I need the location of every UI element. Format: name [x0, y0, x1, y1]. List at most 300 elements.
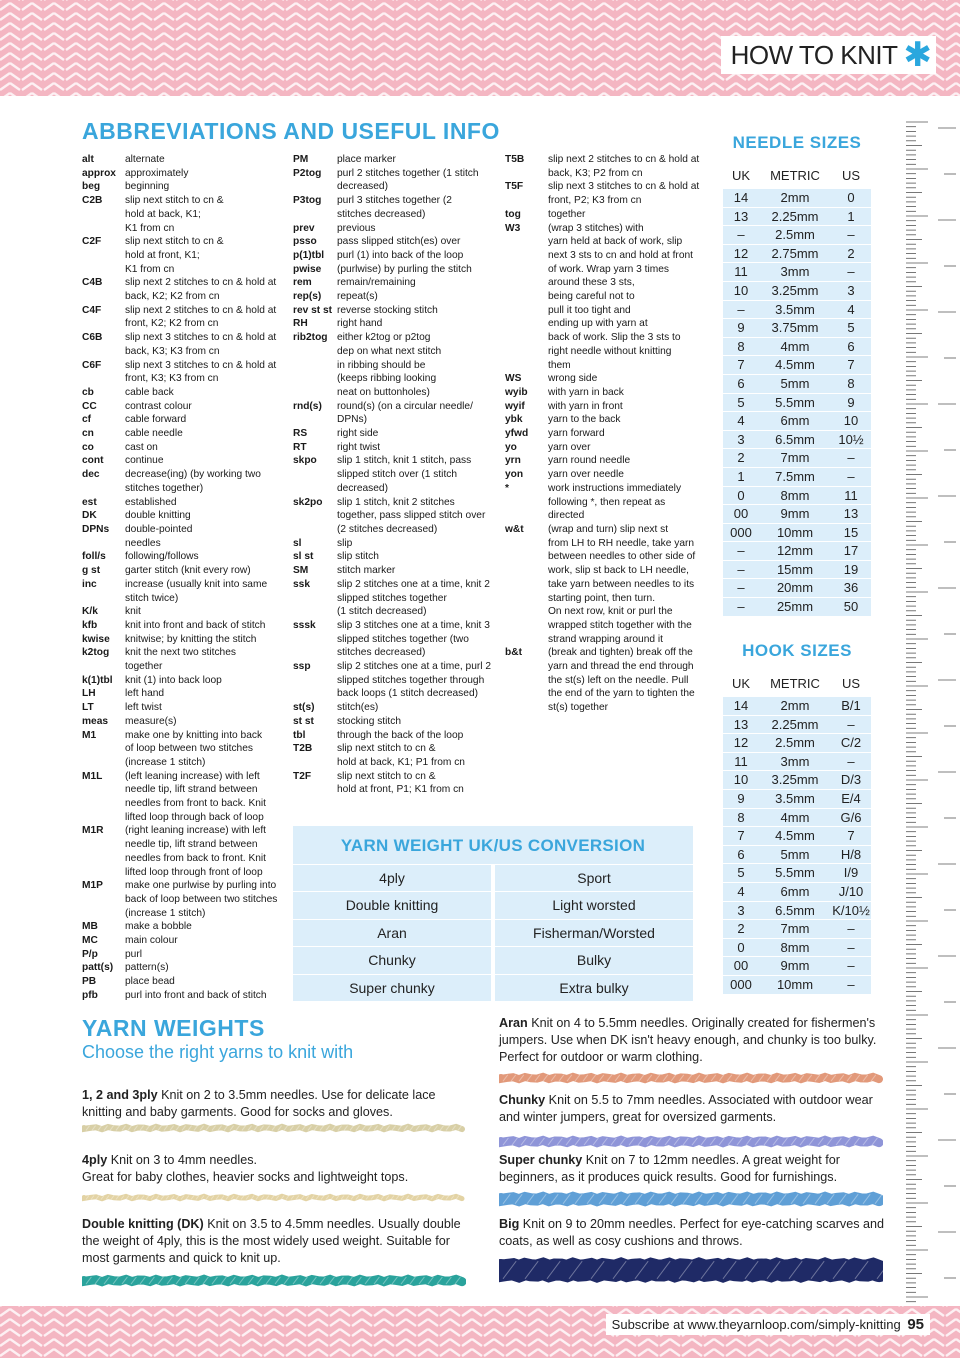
us-weight: Sport: [491, 865, 693, 891]
abbreviation-term: C4B: [82, 277, 103, 289]
abbreviation-definition: slip next 3 stitches to cn & hold at front, P2; K3 from cn: [548, 181, 700, 207]
metric-size: 20mm: [776, 580, 814, 596]
us-size: –: [847, 976, 855, 992]
yarn-weight-description: [499, 1216, 895, 1250]
us-size: –: [847, 958, 855, 974]
abbreviation-term: LH: [82, 688, 96, 700]
abbreviation-term: C2F: [82, 236, 102, 248]
abbreviation-row: [293, 194, 493, 221]
us-size: H/8: [840, 846, 862, 862]
abbreviation-definition: slip next 2 stitches to cn & hold at back, K2; K2 from cn: [125, 277, 277, 303]
yarn-conversion-rows: [293, 864, 693, 1001]
hook-size-row: [723, 938, 871, 957]
abbreviation-term: PM: [293, 154, 309, 165]
metric-size: 9mm: [780, 958, 810, 974]
abbreviation-row: [505, 180, 705, 207]
header-uk: UK: [731, 168, 751, 183]
needle-size-row: [723, 578, 871, 597]
hook-size-row: [723, 715, 871, 734]
us-size: 36: [843, 580, 859, 596]
needle-size-row: [723, 448, 871, 467]
us-size: 17: [843, 543, 859, 559]
abbreviation-row: [293, 427, 493, 441]
abbreviation-term: PB: [82, 976, 97, 988]
metric-size: 10mm: [776, 976, 814, 992]
uk-size: 14: [733, 190, 749, 205]
metric-size: 2.5mm: [775, 735, 815, 751]
metric-size: 6mm: [780, 883, 810, 899]
abbreviation-row: [293, 290, 493, 304]
metric-size: 2.25mm: [771, 716, 819, 732]
abbreviation-row: [82, 701, 282, 715]
header-metric: METRIC: [770, 676, 820, 691]
abbreviation-row: [82, 276, 282, 303]
abbreviation-row: [505, 413, 705, 427]
us-size: K/10½: [832, 902, 870, 918]
uk-size: 00: [733, 506, 749, 522]
needle-size-row: [723, 393, 871, 412]
abbreviation-definition: slip next 2 stitches to cn & hold at back, K3; P2 from cn: [548, 154, 700, 179]
abbreviation-row: [82, 454, 282, 468]
abbreviation-term: wyib: [505, 386, 528, 398]
abbreviation-row: [293, 235, 493, 249]
abbreviation-term: co: [82, 441, 94, 453]
abbreviation-definition: slip: [337, 537, 353, 549]
uk-size: 3: [737, 431, 745, 447]
abbreviation-term: yrn: [505, 455, 521, 467]
abbreviation-term: wyif: [505, 400, 525, 412]
uk-weight: Double knitting: [345, 897, 439, 914]
yarn-swatch: [499, 1255, 883, 1285]
header-metric: METRIC: [770, 168, 820, 183]
needle-size-row: [723, 300, 871, 319]
abbreviation-term: K/k: [82, 606, 98, 618]
metric-size: 6.5mm: [775, 902, 815, 918]
us-size: 10½: [838, 431, 864, 447]
uk-size: 5: [737, 394, 745, 410]
abbreviation-row: [505, 523, 705, 646]
abbreviation-definition: right hand: [337, 318, 383, 330]
abbreviation-term: g st: [82, 565, 101, 577]
us-size: E/4: [841, 790, 861, 806]
abbreviation-row: [293, 263, 493, 277]
abbreviation-term: k2tog: [82, 647, 110, 659]
abbreviation-term: rem: [293, 277, 312, 289]
conversion-row: [293, 891, 693, 918]
footer-tag: [606, 1314, 930, 1335]
abbreviation-definition: purl (1) into back of the loop: [337, 249, 464, 261]
abbreviation-definition: slip 1 stitch, knit 2 stitches together, pass slipped stitch over (2 stitches decreased): [337, 496, 486, 535]
uk-size: 000: [730, 524, 752, 540]
uk-size: 12: [733, 245, 749, 261]
needle-sizes-rows: [723, 188, 871, 616]
abbreviation-row: [82, 550, 282, 564]
subscribe-link[interactable]: Subscribe at www.theyarnloop.com/simply-knitting: [611, 1317, 901, 1332]
abbreviation-definition: place bead: [125, 976, 175, 988]
abbreviation-definition: slip next 2 stitches to cn & hold at front, K2; K2 from cn: [125, 304, 277, 330]
abbreviation-row: [293, 222, 493, 236]
abbreviation-definition: purl: [125, 948, 142, 960]
abbreviation-definition: yarn to the back: [548, 414, 621, 426]
metric-size: 3.25mm: [771, 772, 819, 788]
abbreviation-row: [505, 468, 705, 482]
yarn-weight-description: [82, 1216, 478, 1267]
abbreviation-term: RS: [293, 428, 308, 440]
us-size: 1: [847, 208, 855, 224]
abbreviation-definition: right side: [337, 428, 379, 440]
abbreviation-row: [505, 208, 705, 222]
hook-size-row: [723, 956, 871, 975]
abbreviations-heading: ABBREVIATIONS AND USEFUL INFO: [82, 118, 500, 144]
abbreviation-term: cn: [82, 428, 94, 440]
abbreviation-definition: repeat(s): [337, 291, 378, 303]
abbreviation-row: [293, 167, 493, 194]
abbreviation-row: [505, 441, 705, 455]
yarn-swatch: [499, 1070, 883, 1086]
us-size: –: [847, 227, 855, 243]
yarn-weight-name: 4ply: [82, 1153, 108, 1167]
abbreviation-definition: established: [125, 496, 177, 508]
abbreviation-definition: slip next 3 stitches to cn & hold at front, K3; K3 from cn: [125, 359, 277, 385]
yarn-weight-name: Super chunky: [499, 1153, 583, 1167]
abbreviation-definition: through the back of the loop: [337, 729, 464, 741]
abbreviation-term: RT: [293, 441, 307, 453]
abbreviation-row: [82, 153, 282, 167]
abbreviation-row: [82, 400, 282, 414]
abbreviation-definition: beginning: [125, 181, 170, 193]
abbreviation-term: sl st: [293, 551, 314, 563]
abbreviation-definition: following/follows: [125, 551, 199, 563]
yarn-weight-name: Double knitting (DK): [82, 1217, 204, 1231]
us-size: B/1: [841, 698, 861, 713]
abbreviation-row: [82, 468, 282, 495]
us-size: 8: [847, 375, 855, 391]
abbreviation-definition: knit: [125, 606, 141, 618]
needle-size-row: [723, 188, 871, 207]
uk-size: 0: [737, 939, 745, 955]
metric-size: 5.5mm: [775, 394, 815, 410]
abbreviation-definition: knitwise; by knitting the stitch: [125, 633, 257, 645]
uk-size: –: [737, 599, 745, 615]
abbreviation-term: w&t: [505, 523, 524, 535]
us-weight: Light worsted: [491, 892, 693, 918]
abbreviation-definition: approximately: [125, 167, 189, 179]
metric-size: 7mm: [780, 921, 810, 937]
yarn-weight-text: Knit on 3 to 4mm needles. Great for baby clothes, heavier socks and lightweight tops.: [82, 1153, 409, 1184]
abbreviation-definition: (purlwise) by purling the stitch: [337, 263, 472, 275]
conversion-row: [293, 864, 693, 891]
abbreviation-definition: remain/remaining: [337, 277, 416, 289]
abbreviation-term: k(1)tbl: [82, 674, 113, 686]
abbreviation-definition: alternate: [125, 154, 165, 165]
needle-size-row: [723, 207, 871, 226]
abbreviation-definition: stitch marker: [337, 565, 396, 577]
abbreviation-row: [82, 687, 282, 701]
abbreviation-definition: knit (1) into back loop: [125, 674, 222, 686]
abbreviation-definition: right twist: [337, 441, 381, 453]
needle-size-row: [723, 541, 871, 560]
abbreviation-term: rev st st: [293, 304, 333, 316]
us-size: 19: [843, 561, 859, 577]
abbreviation-row: [293, 742, 493, 769]
abbreviation-row: [505, 153, 705, 180]
abbreviations-column-3: [505, 153, 705, 715]
abbreviations-column-2: [293, 153, 493, 797]
uk-size: 2: [737, 921, 745, 937]
uk-size: 11: [734, 753, 748, 769]
uk-weight: Super chunky: [349, 979, 435, 996]
yarn-weight-description: [82, 1087, 478, 1121]
abbreviation-definition: knit the next two stitches together: [125, 647, 236, 673]
abbreviation-term: DPNs: [82, 523, 110, 535]
metric-size: 5.5mm: [775, 865, 815, 881]
abbreviation-definition: slip 2 stitches one at a time, knit 2 slipped stitches together (1 stitch decreased): [337, 578, 490, 618]
yarn-weight-name: Aran: [499, 1016, 528, 1030]
abbreviation-row: [293, 304, 493, 318]
abbreviation-definition: cable forward: [125, 414, 187, 426]
metric-size: 8mm: [780, 939, 810, 955]
yarn-weight-description: [499, 1015, 895, 1066]
uk-size: 14: [733, 698, 749, 713]
abbreviation-term: T5F: [505, 181, 524, 193]
abbreviation-row: [82, 194, 282, 235]
abbreviation-row: [82, 619, 282, 633]
metric-size: 9mm: [780, 506, 810, 522]
abbreviation-definition: increase (usually knit into same stitch twice): [125, 578, 268, 604]
yarn-weight-text: Knit on 3.5 to 4.5mm needles. Usually double the weight of 4ply, this is the most widely used weight. Suitable for most garments and quick to knit up.: [82, 1217, 461, 1265]
yarn-conversion-title: YARN WEIGHT UK/US CONVERSION: [340, 836, 646, 855]
abbreviation-term: CC: [82, 400, 97, 412]
yarn-swatch: [82, 1191, 466, 1204]
measuring-ruler: [902, 118, 960, 1306]
abbreviation-term: kwise: [82, 633, 110, 645]
abbreviation-definition: round(s) (on a circular needle/ DPNs): [337, 400, 473, 426]
abbreviation-row: [293, 550, 493, 564]
us-size: –: [847, 939, 855, 955]
abbreviation-row: [82, 413, 282, 427]
abbreviation-definition: cable needle: [125, 428, 183, 440]
metric-size: 4.5mm: [775, 357, 815, 373]
abbreviation-definition: slip 1 stitch, knit 1 stitch, pass slipped stitch over (1 stitch decreased): [337, 455, 472, 494]
abbreviation-term: rib2tog: [293, 332, 328, 344]
yarn-swatch: [499, 1189, 883, 1209]
abbreviation-row: [82, 879, 282, 920]
abbreviation-row: [293, 496, 493, 537]
abbreviation-definition: slip 3 stitches one at a time, knit 3 slipped stitches together (two stitches decreased): [337, 619, 490, 659]
abbreviation-term: pwise: [293, 263, 322, 275]
needle-size-row: [723, 467, 871, 486]
abbreviation-term: MC: [82, 935, 98, 947]
abbreviation-term: T5B: [505, 154, 525, 165]
metric-size: 8mm: [780, 487, 810, 503]
abbreviation-definition: measure(s): [125, 715, 177, 727]
abbreviation-row: [293, 770, 493, 797]
abbreviation-term: DK: [82, 510, 97, 522]
uk-size: 8: [737, 338, 745, 354]
needle-size-row: [723, 430, 871, 449]
abbreviation-row: [82, 427, 282, 441]
uk-size: 13: [733, 208, 749, 224]
uk-weight: Chunky: [368, 952, 416, 969]
abbreviation-term: yo: [505, 441, 517, 453]
abbreviation-definition: slip next stitch to cn & hold at front, K1; K1 from cn: [125, 236, 224, 275]
us-size: 50: [843, 599, 859, 615]
uk-size: 0: [737, 487, 745, 503]
yarn-conversion-table: [293, 826, 693, 1001]
abbreviation-row: [82, 304, 282, 331]
metric-size: 3.5mm: [775, 790, 815, 806]
uk-size: 13: [733, 716, 749, 732]
header-us: US: [841, 168, 861, 183]
abbreviation-row: [505, 222, 705, 373]
abbreviation-definition: slip next stitch to cn & hold at front, P1; K1 from cn: [337, 770, 464, 796]
abbreviation-definition: purl 3 stitches together (2 stitches decreased): [337, 195, 452, 220]
abbreviation-row: [82, 386, 282, 400]
abbreviation-definition: previous: [337, 222, 376, 234]
abbreviation-row: [82, 989, 282, 1003]
needle-size-row: [723, 337, 871, 356]
abbreviation-definition: either k2tog or p2tog dep on what next stitch in ribbing should be (keeps ribbing looking neat on buttonholes): [337, 332, 442, 398]
us-size: 15: [843, 524, 859, 540]
yarn-weights-heading: YARN WEIGHTS: [82, 1015, 265, 1041]
uk-size: 000: [730, 976, 752, 992]
abbreviation-definition: left twist: [125, 702, 162, 714]
us-size: 0: [847, 190, 855, 205]
needle-size-row: [723, 411, 871, 430]
abbreviation-row: [293, 537, 493, 551]
needle-size-row: [723, 504, 871, 523]
abbreviation-row: [82, 180, 282, 194]
abbreviation-definition: pass slipped stitch(es) over: [337, 236, 461, 248]
abbreviation-row: [82, 961, 282, 975]
abbreviation-term: LT: [82, 702, 94, 714]
abbreviation-term: sk2po: [293, 496, 323, 508]
hook-sizes-header: [723, 672, 871, 696]
needle-size-row: [723, 597, 871, 616]
abbreviation-row: [82, 824, 282, 879]
section-title: HOW TO KNIT: [730, 39, 898, 70]
hook-size-row: [723, 826, 871, 845]
yarn-weight-text: Knit on 2 to 3.5mm needles. Use for delicate lace knitting and baby garments. Good for socks and gloves.: [82, 1088, 436, 1119]
abbreviation-term: p(1)tbl: [293, 249, 325, 261]
abbreviation-term: P3tog: [293, 195, 322, 207]
us-size: 3: [847, 282, 855, 298]
needle-size-row: [723, 486, 871, 505]
abbreviation-term: st(s): [293, 702, 315, 714]
abbreviation-row: [82, 674, 282, 688]
abbreviation-definition: wrong side: [548, 373, 598, 385]
uk-size: 11: [734, 264, 748, 280]
us-size: 13: [843, 506, 859, 522]
abbreviation-term: P/p: [82, 948, 98, 960]
abbreviation-definition: cast on: [125, 441, 158, 453]
us-size: –: [847, 921, 855, 937]
abbreviation-row: [293, 441, 493, 455]
abbreviation-definition: garter stitch (knit every row): [125, 565, 251, 577]
needle-size-row: [723, 225, 871, 244]
abbreviation-definition: yarn round needle: [548, 455, 631, 467]
us-size: D/3: [840, 772, 862, 788]
us-size: 11: [844, 487, 858, 503]
hook-size-row: [723, 733, 871, 752]
abbreviation-definition: slip next stitch to cn & hold at back, K1; K1 from cn: [125, 195, 224, 234]
yarn-weights-subtitle: Choose the right yarns to knit with: [82, 1042, 354, 1062]
hook-sizes-title: HOOK SIZES: [723, 630, 871, 672]
hook-sizes-table: [723, 630, 871, 994]
abbreviation-term: sssk: [293, 619, 316, 631]
abbreviation-term: *: [505, 482, 509, 494]
abbreviation-definition: yarn over needle: [548, 469, 624, 481]
hook-size-row: [723, 789, 871, 808]
abbreviation-definition: slip next 3 stitches to cn & hold at back, K3; K3 from cn: [125, 332, 277, 357]
abbreviation-definition: reverse stocking stitch: [337, 304, 438, 316]
abbreviation-term: pfb: [82, 989, 98, 1001]
abbreviation-term: est: [82, 496, 97, 508]
abbreviation-definition: make one purlwise by purling into back of loop between two stitches (increase 1 stitch): [125, 880, 278, 919]
abbreviation-term: M1: [82, 729, 97, 741]
abbreviation-row: [82, 167, 282, 181]
metric-size: 5mm: [780, 375, 810, 391]
abbreviation-definition: main colour: [125, 935, 178, 947]
us-size: C/2: [840, 735, 862, 751]
abbreviation-term: cf: [82, 414, 92, 426]
abbreviation-row: [293, 153, 493, 167]
abbreviation-term: cont: [82, 455, 104, 467]
us-size: 7: [847, 828, 855, 844]
abbreviation-term: ssk: [293, 578, 310, 590]
yarn-weight-name: 1, 2 and 3ply: [82, 1088, 158, 1102]
abbreviation-row: [293, 660, 493, 701]
abbreviation-definition: pattern(s): [125, 962, 169, 974]
abbreviation-row: [82, 441, 282, 455]
abbreviation-term: C6B: [82, 332, 103, 344]
abbreviation-definition: purl into front and back of stitch: [125, 989, 267, 1001]
abbreviation-row: [82, 633, 282, 647]
abbreviation-row: [505, 646, 705, 715]
abbreviation-row: [293, 249, 493, 263]
abbreviation-term: RH: [293, 318, 308, 330]
metric-size: 5mm: [780, 846, 810, 862]
abbreviation-row: [82, 920, 282, 934]
abbreviation-term: meas: [82, 715, 109, 727]
uk-size: 00: [733, 958, 749, 974]
asterisk-icon: ✱: [903, 36, 932, 74]
us-size: 2: [847, 245, 855, 261]
uk-size: 12: [733, 735, 749, 751]
abbreviation-row: [82, 496, 282, 510]
metric-size: 7mm: [780, 450, 810, 466]
yarn-swatch: [82, 1121, 466, 1135]
abbreviation-term: kfb: [82, 619, 98, 631]
abbreviation-definition: (left leaning increase) with left needle tip, lift strand between needles from front to back. Knit lifted loop through back of loop: [125, 770, 266, 823]
abbreviation-row: [293, 701, 493, 715]
abbreviation-term: rep(s): [293, 291, 322, 303]
needle-size-row: [723, 281, 871, 300]
conversion-row: [293, 946, 693, 973]
us-size: 6: [847, 338, 855, 354]
hook-size-row: [723, 752, 871, 771]
uk-size: 7: [737, 828, 745, 844]
us-size: G/6: [840, 809, 862, 825]
uk-size: 4: [737, 883, 745, 899]
metric-size: 12mm: [776, 543, 814, 559]
abbreviation-term: C6F: [82, 359, 102, 371]
abbreviation-term: C2B: [82, 195, 103, 207]
abbreviation-row: [505, 482, 705, 523]
uk-size: 7: [737, 357, 745, 373]
abbreviation-definition: knit into front and back of stitch: [125, 619, 266, 631]
section-tag: [721, 36, 936, 74]
